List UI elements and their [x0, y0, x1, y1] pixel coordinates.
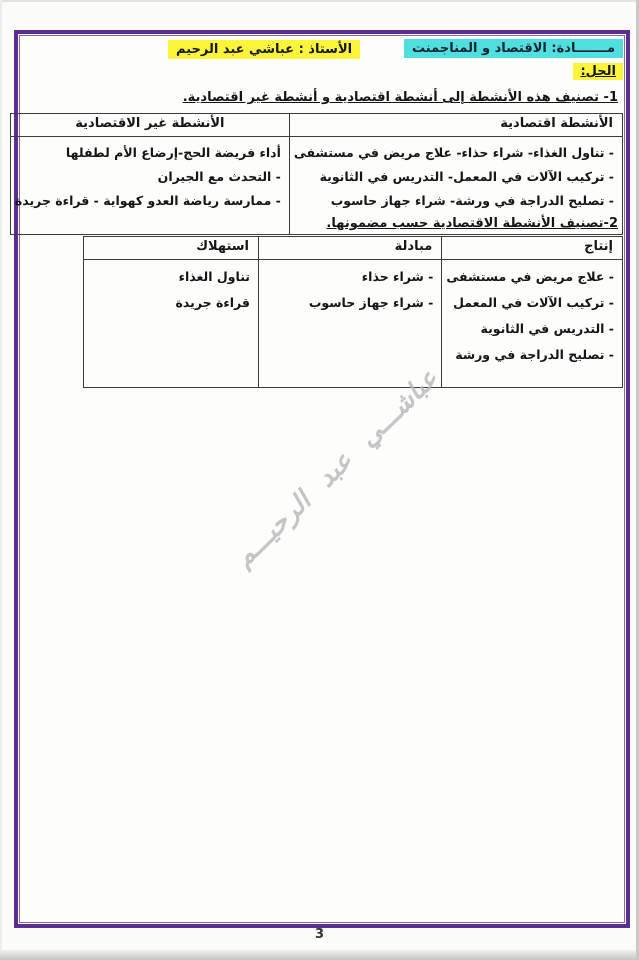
economic-activity-item: - تركيب الآلات في المعمل- التدريس في الثانوية: [319, 169, 614, 184]
non-economic-activity-item: - ممارسة رياضة العدو كهواية - قراءة جريدة: [14, 193, 281, 208]
non-economic-activities-cell: [10, 137, 289, 235]
consumption-header: استهلاك: [83, 237, 258, 260]
economic-activity-item: - تصليح الدراجة في ورشة- شراء جهاز حاسوب: [330, 193, 614, 208]
photo-edge-left: [0, 0, 2, 960]
consumption-item: قراءة جريدة: [175, 295, 250, 310]
production-item: - التدريس في الثانوية: [480, 321, 614, 336]
photo-edge-top: [0, 0, 639, 2]
exchange-cell: [259, 260, 442, 388]
non-economic-activities-header: الأنشطة غير الاقتصادية: [10, 114, 289, 137]
economic-content-classification-table: [83, 236, 623, 388]
consumption-cell: [83, 260, 258, 388]
page-number: 3: [314, 927, 325, 942]
production-item: - تركيب الآلات في المعمل: [453, 295, 614, 310]
watermark-signature: عباشـــي عبد الرحيـــم: [228, 363, 445, 574]
photo-edge-bottom: [0, 950, 639, 960]
consumption-item: تناول الغذاء: [178, 269, 250, 284]
production-item: - تصليح الدراجة في ورشة: [455, 347, 614, 362]
non-economic-activity-item: أداء فريضة الحج-إرضاع الأم لطفلها: [65, 145, 281, 160]
production-cell: [442, 260, 623, 388]
table-header-row: [83, 237, 622, 260]
table-header-row: [10, 114, 622, 137]
teacher-label: الأستاذ : عباشي عبد الرحيم: [168, 40, 360, 59]
exchange-item: - شراء جهاز حاسوب: [308, 295, 434, 310]
section2-title: 2-تصنيف الأنشطة الاقتصادية حسب مضمونها.: [326, 216, 618, 231]
economic-activities-header: الأنشطة اقتصادية: [289, 114, 622, 137]
page-border-frame: [14, 30, 630, 928]
production-header: إنتاج: [442, 237, 623, 260]
economic-activity-item: - تناول الغذاء- شراء حذاء- علاج مريض في مستشفى: [293, 145, 614, 160]
page-content: [14, 34, 626, 924]
subject-label: مـــــــادة: الاقتصاد و المناجمنت: [404, 39, 623, 58]
solution-label: الحل:: [573, 63, 623, 80]
section1-title: 1- تصنيف هذه الأنشطة إلى أنشطة اقتصادية و أنشطة غير اقتصادية.: [182, 90, 618, 105]
exchange-header: مبادلة: [259, 237, 442, 260]
production-item: - علاج مريض في مستشفى: [446, 269, 614, 284]
exchange-item: - شراء حذاء: [361, 269, 434, 284]
table-body-row: [83, 260, 622, 388]
non-economic-activity-item: - التحدث مع الجيران: [157, 169, 281, 184]
